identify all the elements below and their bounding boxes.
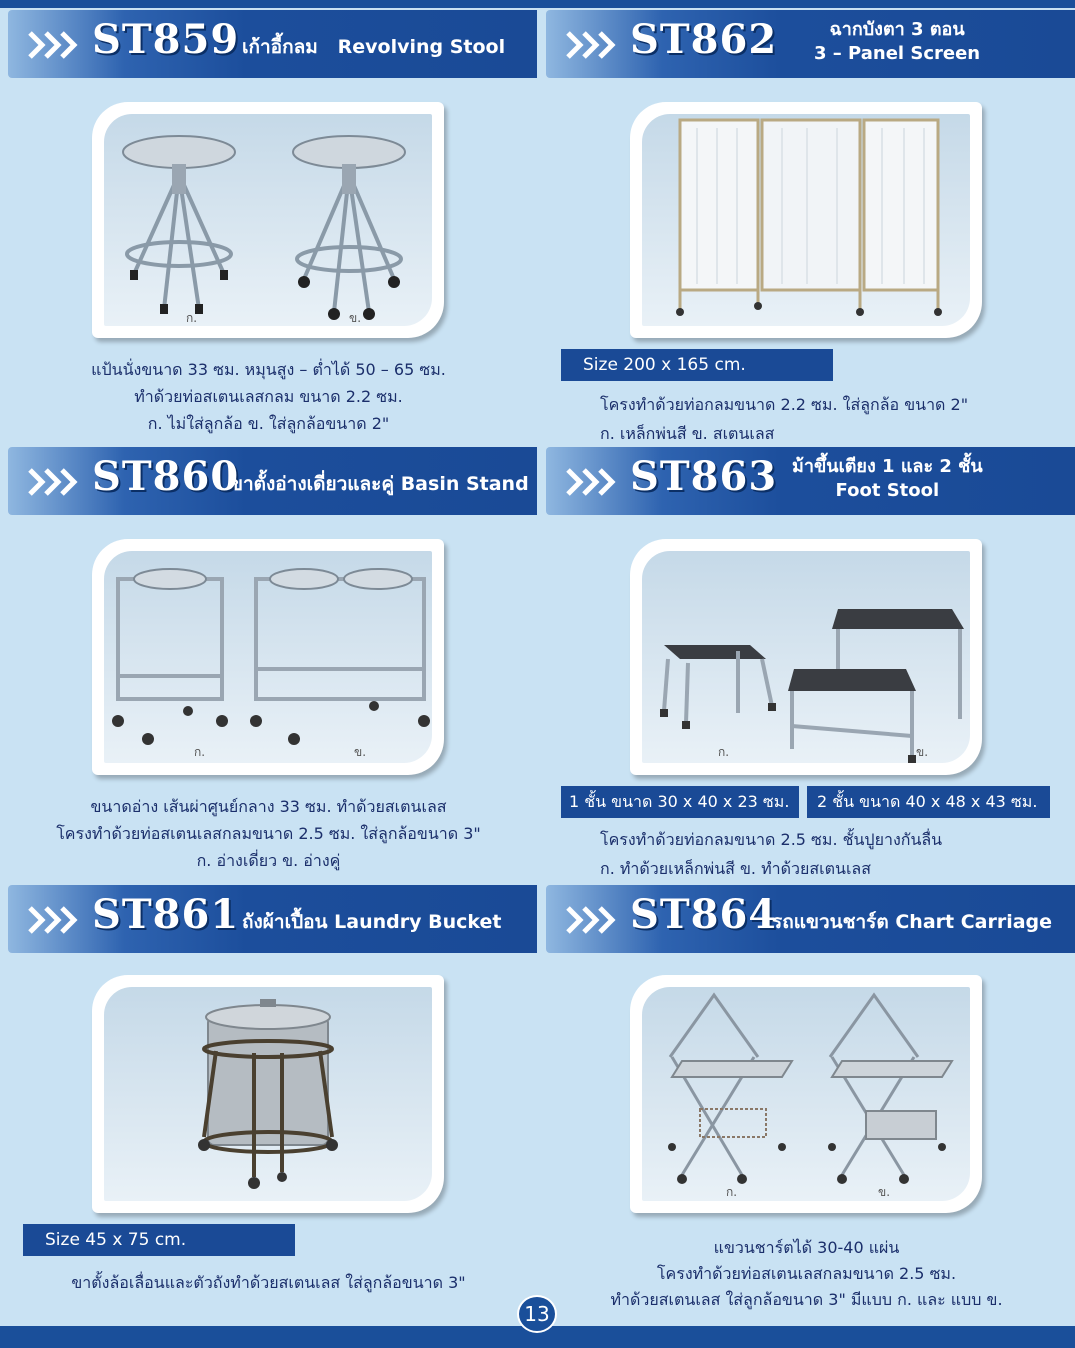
product-st860 (0, 447, 537, 884)
variant-label-b: ข. (878, 1185, 891, 1199)
product-description (600, 390, 968, 448)
product-title-en: Revolving Stool (337, 36, 506, 58)
size-badge: Size 200 x 165 cm. (561, 349, 833, 381)
desc-line: ก. ทำด้วยเหล็กพ่นสี ข. ทำด้วยสเตนเลส (600, 859, 871, 878)
product-code: ST859 (92, 16, 240, 63)
variant-label-b: ข. (916, 745, 929, 759)
product-header (546, 885, 1075, 953)
desc-line: ก. อ่างเดี่ยว ข. อ่างคู่ (196, 851, 341, 870)
desc-line: ขาตั้งล้อเลื่อนและตัวถังทำด้วยสเตนเลส ใส่ลูกล้อขนาด 3" (71, 1273, 466, 1292)
product-code: ST862 (630, 16, 778, 63)
chevron-arrows-icon (564, 905, 626, 935)
product-title (242, 32, 505, 62)
product-header (8, 447, 537, 515)
desc-line: โครงทำด้วยท่อกลมขนาด 2.5 ซม. ชั้นปูยางกันลื่น (600, 830, 943, 849)
product-photo (630, 539, 982, 775)
product-photo (92, 975, 444, 1213)
product-title-en: Basin Stand (400, 473, 529, 495)
product-description (600, 825, 942, 883)
product-title-th: ม้าขึ้นเตียง 1 และ 2 ชั้น (792, 456, 983, 477)
product-code: ST860 (92, 453, 240, 500)
desc-line: โครงทำด้วยท่อกลมขนาด 2.2 ซม. ใส่ลูกล้อ ขนาด 2" (600, 395, 969, 414)
product-header (8, 885, 537, 953)
product-header (546, 10, 1075, 78)
product-title-en: Foot Stool (835, 480, 940, 501)
product-title (772, 907, 1052, 937)
variant-label-b: ข. (354, 745, 367, 759)
desc-line: ทำด้วยท่อสเตนเลสกลม ขนาด 2.2 ซม. (134, 387, 403, 406)
product-title-en: 3 – Panel Screen (814, 43, 981, 64)
chart-carriage-image (642, 987, 970, 1201)
foot-stool-image (642, 551, 970, 763)
product-title-th: เก้าอี้กลม (242, 36, 318, 58)
desc-line: แขวนชาร์ตได้ 30-40 แผ่น (713, 1238, 900, 1257)
product-title (792, 455, 983, 503)
product-title (814, 18, 980, 66)
desc-line: ขนาดอ่าง เส้นผ่าศูนย์กลาง 33 ซม. ทำด้วยสเตนเลส (90, 797, 447, 816)
product-header (546, 447, 1075, 515)
chevron-arrows-icon (26, 30, 88, 60)
variant-label-a: ก. (186, 311, 198, 325)
product-code: ST863 (630, 453, 778, 500)
laundry-bucket-image (104, 987, 432, 1201)
basin-stand-image (104, 551, 432, 763)
chevron-arrows-icon (26, 467, 88, 497)
size-badge-a: 1 ชั้น ขนาด 30 x 40 x 23 ซม. (561, 786, 799, 818)
page-number: 13 (517, 1295, 557, 1333)
product-description (0, 793, 537, 874)
desc-line: โครงทำด้วยท่อสเตนเลสกลมขนาด 2.5 ซม. ใส่ลูกล้อขนาด 3" (56, 824, 481, 843)
size-badge-b: 2 ชั้น ขนาด 40 x 48 x 43 ซม. (807, 786, 1050, 818)
product-header (8, 10, 537, 78)
product-code: ST864 (630, 891, 778, 938)
variant-label-a: ก. (718, 745, 730, 759)
product-photo (630, 102, 982, 338)
variant-label-a: ก. (726, 1185, 738, 1199)
stool-image (104, 114, 432, 326)
product-st862 (538, 10, 1075, 447)
product-photo (630, 975, 982, 1213)
product-title (242, 907, 502, 937)
product-st864 (538, 885, 1075, 1322)
desc-line: ก. ไม่ใส่ลูกล้อ ข. ใส่ลูกล้อขนาด 2" (147, 414, 390, 433)
product-photo (92, 539, 444, 775)
product-description (538, 1235, 1075, 1313)
product-st863 (538, 447, 1075, 884)
product-title-th: ถังผ้าเปื้อน (242, 911, 328, 933)
top-rule (0, 0, 1075, 8)
desc-line: โครงทำด้วยท่อสเตนเลสกลมขนาด 2.5 ซม. (656, 1264, 957, 1283)
chevron-arrows-icon (564, 467, 626, 497)
product-st859 (0, 10, 537, 447)
product-code: ST861 (92, 891, 240, 938)
product-title-th: รถแขวนชาร์ต (772, 911, 889, 933)
product-title (230, 469, 529, 499)
variant-label-a: ก. (194, 745, 206, 759)
chevron-arrows-icon (564, 30, 626, 60)
product-description (0, 1269, 537, 1296)
product-title-en: Laundry Bucket (334, 911, 502, 933)
variant-label-b: ข. (349, 311, 362, 325)
product-title-th: ฉากบังตา 3 ตอน (829, 19, 965, 40)
desc-line: แป้นนั่งขนาด 33 ซม. หมุนสูง – ต่ำได้ 50 – 65 ซม. (91, 360, 446, 379)
desc-line: ทำด้วยสเตนเลส ใส่ลูกล้อขนาด 3" มีแบบ ก. และ แบบ ข. (610, 1290, 1003, 1309)
product-title-th: ขาตั้งอ่างเดี่ยวและคู่ (230, 473, 395, 495)
screen-image (642, 114, 970, 326)
product-st861 (0, 885, 537, 1322)
product-photo (92, 102, 444, 338)
product-title-en: Chart Carriage (895, 911, 1053, 933)
chevron-arrows-icon (26, 905, 88, 935)
size-badge: Size 45 x 75 cm. (23, 1224, 295, 1256)
product-description (0, 356, 537, 437)
desc-line: ก. เหล็กพ่นสี ข. สเตนเลส (600, 424, 775, 443)
